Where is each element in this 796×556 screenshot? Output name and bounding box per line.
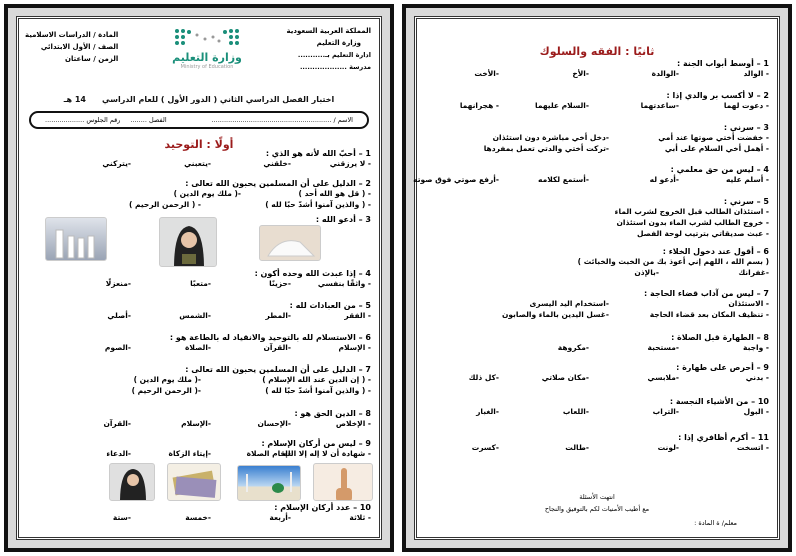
answer-option[interactable]: -لونت [657,443,679,452]
answer-option[interactable]: - ثلاثة [349,513,371,522]
answer-option[interactable]: -غسل اليدين بالماء والصابون [501,310,609,319]
seat-number-field[interactable]: رقم الجلوس ................... [45,116,121,124]
mosque-icon [238,466,301,501]
kingdom-label: المملكة العربية السعودية [286,27,371,35]
answer-option[interactable]: -الإحسان [257,419,291,428]
answer-option[interactable]: -الغبار [476,407,499,416]
image-zakat [167,463,221,501]
answer-option[interactable]: -متعبًا [190,279,211,288]
answer-option[interactable]: -ساعدتهما [640,101,679,110]
answer-option[interactable]: -حزينًا [269,279,291,288]
answer-option[interactable]: -الأخت [474,69,499,78]
answer-option[interactable]: -تركت أختي والدتي تعمل بمفردها [483,144,609,153]
answer-option[interactable]: -خمسة [185,513,211,522]
answer-option[interactable]: -السلام عليهما [535,101,589,110]
exam-title: اختبار الفصل الدراسي الثاني ( الدور الأول ) للعام الدراسي [102,95,335,104]
answer-option[interactable]: - دعوت لهما [723,101,769,110]
question-7: 7 – الدليل على أن المسلمين يحبون الله تعالى : [185,365,371,374]
page-1-content [16,16,382,540]
answer-option[interactable]: -ستة [112,513,131,522]
answer-option[interactable]: -أصلي [107,311,131,320]
answer-option[interactable]: -الدعاء [106,449,131,458]
answer-option[interactable]: -( ملك يوم الدين ) [133,375,201,384]
question-5: 5 – من العبادات لله : [289,301,371,310]
question-6: 6 – الاستسلام لله بالتوحيد والانقياد له بالطاعة هو : [169,333,371,342]
page-2-content [414,16,780,540]
question-1: 1 – أوسط أبواب الجنة : [676,59,769,68]
good-wishes: مع أطيب الأمنيات لكم بالتوفيق والنجاح [544,505,650,513]
image-dua [109,463,155,501]
answer-option[interactable]: - ( الرحمن الرحيم ) [128,200,201,209]
answer-option[interactable]: ( بسم الله ، اللهم إني أعوذ بك من الخبث والخبائث ) [577,257,769,266]
logo-subtext: Ministry of Education [180,64,234,70]
header-right [287,25,371,73]
answer-option[interactable]: -الشمس [179,311,211,320]
answer-option[interactable]: -القرآن [263,343,291,352]
answer-option[interactable]: -الصوم [104,343,131,352]
answer-option[interactable]: -( الرحمن الرحيم ) [131,386,201,395]
question-4: 4 – إذا عبدت الله وحده أكون : [254,269,371,278]
answer-option[interactable]: -الوالدة [651,69,679,78]
teacher-label: معلم/ ة المادة : [694,519,737,527]
answer-option[interactable]: - الإسلام [338,343,371,352]
answer-option[interactable]: - الوالد [743,69,769,78]
end-of-questions: انتهت الأسئلة [579,493,615,501]
answer-option[interactable]: - ( قل هو الله أحد ) [298,189,371,198]
girl-praying-icon [160,218,217,267]
answer-option[interactable]: -إيتاء الزكاة [168,449,211,458]
question-9: 9 – أحرص على طهارة : [676,363,769,372]
answer-option[interactable]: - ( إن الدين عند الله الإسلام ) [262,375,371,384]
money-icon [168,464,221,501]
answer-option[interactable]: -مكان صلاتي [541,373,589,382]
answer-option[interactable]: -مستحبة [647,343,679,352]
image-mosque [237,465,301,501]
image-girl-dua [159,217,217,267]
answer-option[interactable]: - عبث صديقاتي بترتيب لوحة الفصل [636,229,769,238]
image-shahada-finger [313,463,373,501]
logo-dots-icon [172,27,242,47]
answer-option[interactable]: -غفرانك [738,268,769,277]
directorate-field: ادارة التعليم بـ........... [297,51,371,59]
answer-option[interactable]: -مكروهة [557,343,589,352]
prostrating-man-icon [260,226,321,261]
answer-option[interactable]: - تنظيف المكان بعد قضاء الحاجة [649,310,769,319]
answer-option[interactable]: -القرآن [103,419,131,428]
question-7: 7 – ليس من آداب قضاء الحاجة : [644,289,769,298]
question-2: 2 – الدليل على أن المسلمين يحبون الله تعالى : [185,179,371,188]
ministry-logo [169,27,245,70]
answer-option[interactable]: -المطر [265,311,291,320]
answer-option[interactable]: - الإخلاص [335,419,371,428]
answer-option[interactable]: -أستمع لكلامه [538,175,589,184]
answer-option[interactable]: - استئذان الطالب قبل الخروج لشرب الماء [614,207,769,216]
duration-label: الزمن / ساعتان [65,55,119,63]
question-5: 5 – سرني : [723,197,769,206]
answer-option[interactable]: - أسلم عليه [725,175,769,184]
section-title-tawheed: أولًا : التوحيد [164,138,234,151]
student-info-box [29,111,369,129]
answer-option[interactable]: -التراب [652,407,679,416]
answer-option[interactable]: -يتعبني [184,159,211,168]
answer-option[interactable]: - شهادة أن لا إله إلا الله [283,449,371,458]
logo-text: وزارة التعليم [172,51,242,64]
answer-option[interactable]: -ملابسي [647,373,679,382]
image-group-prayer [45,217,107,261]
answer-option[interactable]: -اللعاب [562,407,589,416]
answer-option[interactable]: -دخل أخي مباشرة دون استئذان [492,133,609,142]
question-8: 8 – الدين الحق هو : [294,409,371,418]
question-4: 4 – ليس من حق معلمي : [670,165,769,174]
question-6: 6 – أقول عند دخول الخلاء : [662,247,769,256]
exam-title-row [25,95,373,104]
question-3: 3 – سرني : [723,123,769,132]
answer-option[interactable]: -الأخ [572,69,589,78]
answer-option[interactable]: -الإسلام [181,419,211,428]
answer-option[interactable]: - خروج الطالب لشرب الماء بدون استئذان [616,218,769,227]
answer-option[interactable]: -أدعو له [649,175,679,184]
answer-option[interactable]: - اتسخت [736,443,769,452]
school-field: مدرسة ................... [299,63,371,71]
girl-dua-icon [110,464,155,501]
praying-people-icon [46,218,107,261]
answer-option[interactable]: - واثقًا بنفسي [317,279,371,288]
answer-option[interactable]: -( ملك يوم الدين ) [173,189,241,198]
answer-option[interactable]: -طالت [565,443,589,452]
answer-option[interactable]: -كسرت [471,443,499,452]
answer-option[interactable]: -أربعة [269,513,291,522]
question-3: 3 – أدعو الله : [315,215,371,224]
answer-option[interactable]: -أرفع صوتي فوق صوته [413,175,499,184]
question-1: 1 – أحبّ الله لأنه هو الذي : [265,149,371,158]
header-left [25,29,118,65]
answer-option[interactable]: - واجبة [743,343,769,352]
answer-option[interactable]: -يتركني [102,159,131,168]
question-10: 10 – عدد أركان الإسلام : [274,503,371,512]
answer-option[interactable]: - ( والذين آمنوا أشدّ حبًا لله ) [265,200,371,209]
answer-option[interactable]: - أهمل أخي السلام على أبي [664,144,769,153]
image-sujood [259,225,321,261]
class-field[interactable]: الفصل ........ [130,116,167,124]
question-8: 8 – الطهارة قبل الصلاة : [671,333,769,342]
answer-option[interactable]: - الاستئذان [728,299,769,308]
question-9: 9 – ليس من أركان الإسلام : [261,439,371,448]
answer-option[interactable]: -خلقني [263,159,291,168]
answer-option[interactable]: -إقام الصلاة [246,449,291,458]
answer-option[interactable]: - الفقر [344,311,371,320]
question-2: 2 – لا أكسب بر والدي إذا : [666,91,769,100]
answer-option[interactable]: -كل ذلك [468,373,499,382]
pointing-finger-icon [314,464,373,501]
answer-option[interactable]: - هجرانهما [459,101,499,110]
question-11: 11 – أكرم أظافري إذا : [678,433,769,442]
answer-option[interactable]: - لا يرزقني [329,159,371,168]
answer-option[interactable]: -الصلاة [184,343,211,352]
question-10: 10 – من الأشياء النجسة : [669,397,769,406]
exam-page-1 [4,4,394,552]
answer-option[interactable]: - البول [743,407,769,416]
grade-label: الصف / الأول الابتدائي [40,43,119,51]
exam-page-2 [402,4,792,552]
answer-option[interactable]: - خفضت أختي صوتها عند أمي [658,133,769,142]
name-field[interactable]: الاسم / .......................................................... [211,116,353,124]
answer-option[interactable]: - بدني [745,373,769,382]
answer-option[interactable]: -بالإذن [634,268,659,277]
answer-option[interactable]: - ( والذين آمنوا أشدّ حبًا لله ) [265,386,371,395]
subject-label: المادة / الدراسات الاسلامية [25,31,119,39]
exam-year: 14 هـ [63,95,86,104]
answer-option[interactable]: -استخدام اليد اليسرى [529,299,609,308]
answer-option[interactable]: -منعزلًا [105,279,131,288]
ministry-label: وزارة التعليم [316,39,361,47]
section-title-fiqh: ثانيًا : الفقه والسلوك [539,45,655,58]
